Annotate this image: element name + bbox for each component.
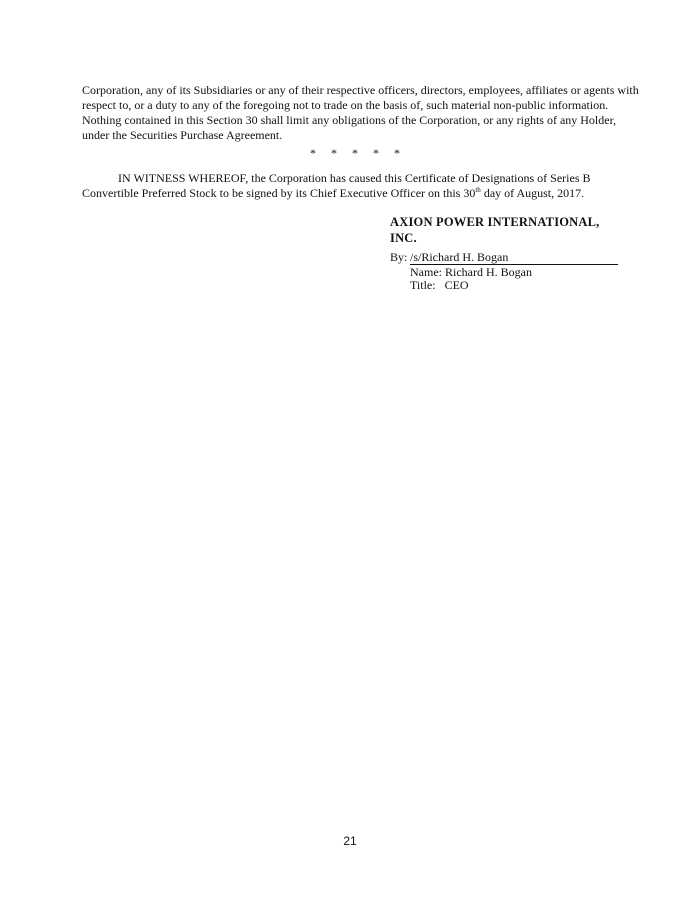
closing-paragraph xyxy=(82,83,639,143)
company-name-line-1: AXION POWER INTERNATIONAL, xyxy=(390,215,600,229)
company-name xyxy=(390,214,600,246)
paragraph-line: under the Securities Purchase Agreement. xyxy=(82,128,283,142)
witness-line-2 xyxy=(82,186,642,201)
signatory-title: Title: CEO xyxy=(410,278,469,292)
witness-line-2-date: day of August, 2017. xyxy=(480,186,585,200)
section-separator: * * * * * xyxy=(310,146,400,160)
paragraph-line: Corporation, any of its Subsidiaries or any of their respective officers, directors, employees, affiliates or agents with xyxy=(82,83,639,97)
witness-paragraph xyxy=(82,171,642,201)
company-name-line-2: INC. xyxy=(390,231,417,245)
page-number: 21 xyxy=(343,834,357,848)
paragraph-line: respect to, or a duty to any of the foregoing not to trade on the basis of, such material non-public information. xyxy=(82,98,609,112)
by-label: By: xyxy=(390,250,408,264)
signature-line xyxy=(390,250,618,265)
paragraph-line: Nothing contained in this Section 30 shall limit any obligations of the Corporation, or any rights of any Holder, xyxy=(82,113,617,127)
witness-line-1: IN WITNESS WHEREOF, the Corporation has caused this Certificate of Designations of Series B xyxy=(118,171,591,185)
witness-line-2-text: Convertible Preferred Stock to be signed by its Chief Executive Officer on this 30 xyxy=(82,186,476,200)
signature-value: /s/Richard H. Bogan xyxy=(410,250,618,265)
signatory-name: Name: Richard H. Bogan xyxy=(410,265,532,279)
ordinal-suffix: th xyxy=(475,186,481,194)
signatory-details xyxy=(410,266,532,292)
